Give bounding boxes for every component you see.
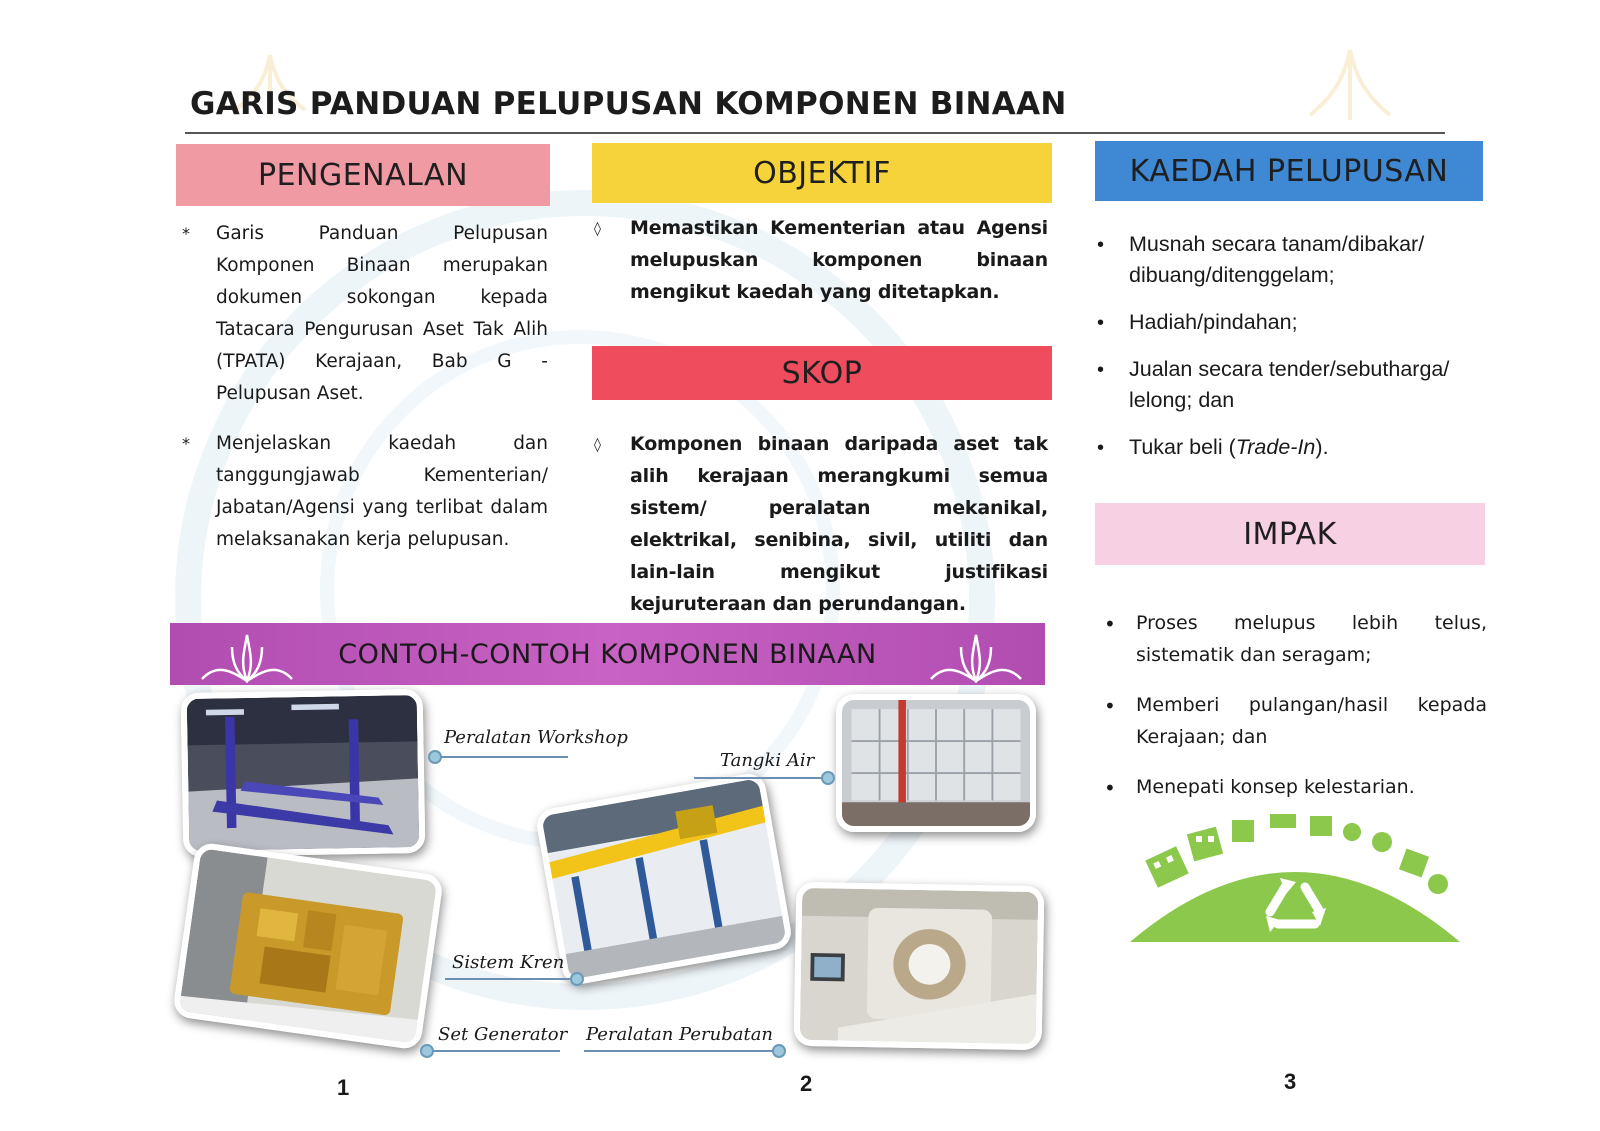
page-number-1: 1	[337, 1075, 350, 1100]
pengenalan-item-text: Garis Panduan Pelupusan Komponen Binaan merupakan dokumen sokongan kepada Tatacara Pengurusan Aset Tak Alih (TPATA) Kerajaan, Bab G - Pelupusan Aset.	[216, 223, 548, 404]
caption-line	[440, 756, 568, 758]
pengenalan-item-2	[182, 428, 548, 556]
objektif-item	[594, 212, 1048, 308]
skop-header: SKOP	[592, 346, 1052, 400]
asterisk-bullet-icon: *	[182, 224, 190, 243]
skop-item	[594, 428, 1048, 620]
caption-sistem-kren: Sistem Kren	[452, 952, 565, 973]
dot-bullet-icon: •	[1097, 359, 1105, 381]
caption-dot-icon	[428, 750, 442, 764]
dot-bullet-icon: •	[1104, 694, 1116, 718]
ornament-top-right-icon	[1290, 45, 1410, 125]
page-title: GARIS PANDUAN PELUPUSAN KOMPONEN BINAAN	[190, 86, 1067, 122]
impak-item: • Memberi pulangan/hasil kepada Kerajaan; dan	[1102, 689, 1487, 753]
objektif-header: OBJEKTIF	[592, 143, 1052, 203]
dot-bullet-icon: •	[1097, 312, 1105, 334]
caption-tangki-air: Tangki Air	[720, 750, 815, 771]
skop-item-text: Komponen binaan daripada aset tak alih kerajaan merangkumi semua sistem/ peralatan mekanikal, elektrikal, senibina, sivil, utiliti dan lain-lain mengikut justifikasi kejuruteraan dan perundangan.	[630, 433, 1048, 615]
dot-bullet-icon: •	[1097, 437, 1105, 459]
title-divider	[185, 132, 1445, 134]
caption-peralatan-workshop: Peralatan Workshop	[444, 727, 628, 748]
caption-line	[430, 1050, 560, 1052]
ornament-left-icon	[192, 633, 302, 683]
photo-tangki-air	[836, 694, 1036, 832]
diamond-bullet-icon: ◊	[594, 437, 601, 453]
impak-header: IMPAK	[1095, 503, 1485, 565]
caption-dot-icon	[420, 1044, 434, 1058]
impak-item: • Menepati konsep kelestarian.	[1102, 771, 1487, 803]
dot-bullet-icon: •	[1104, 612, 1116, 636]
photo-peralatan-perubatan	[794, 882, 1045, 1050]
caption-dot-icon	[772, 1044, 786, 1058]
photo-set-generator	[172, 841, 444, 1050]
pengenalan-header: PENGENALAN	[176, 144, 550, 206]
page-number-2: 2	[800, 1071, 813, 1096]
caption-dot-icon	[821, 771, 835, 785]
ornament-right-icon	[921, 633, 1031, 683]
caption-set-generator: Set Generator	[438, 1024, 568, 1045]
contoh-heading-text: CONTOH-CONTOH KOMPONEN BINAAN	[338, 638, 877, 670]
contoh-komponen-header	[170, 623, 1045, 685]
kaedah-item: • Hadiah/pindahan;	[1095, 307, 1490, 338]
kaedah-list	[1095, 229, 1490, 479]
impak-item: • Proses melupus lebih telus, sistematik dan seragam;	[1102, 607, 1487, 671]
objektif-item-text: Memastikan Kementerian atau Agensi melupuskan komponen binaan mengikut kaedah yang ditetapkan.	[630, 217, 1048, 303]
pengenalan-item-text: Menjelaskan kaedah dan tanggungjawab Kementerian/ Jabatan/Agensi yang terlibat dalam melaksanakan kerja pelupusan.	[216, 433, 548, 550]
impak-list	[1102, 607, 1487, 821]
kaedah-item: • Musnah secara tanam/dibakar/ dibuang/ditenggelam;	[1097, 232, 1425, 287]
caption-line	[694, 777, 824, 779]
dot-bullet-icon: •	[1104, 776, 1116, 800]
caption-peralatan-perubatan: Peralatan Perubatan	[586, 1024, 774, 1045]
kaedah-item: • Tukar beli (Trade-In).	[1095, 432, 1490, 463]
caption-dot-icon	[570, 972, 584, 986]
photo-peralatan-workshop	[181, 689, 426, 857]
kaedah-pelupusan-header: KAEDAH PELUPUSAN	[1095, 141, 1483, 201]
kaedah-item: • Jualan secara tender/sebutharga/ lelong; dan	[1097, 357, 1450, 412]
dot-bullet-icon: •	[1097, 234, 1105, 256]
caption-line	[584, 1050, 774, 1052]
caption-line	[445, 978, 575, 980]
asterisk-bullet-icon: *	[182, 434, 190, 453]
diamond-bullet-icon: ◊	[594, 221, 601, 237]
eco-recycle-illustration-icon	[1120, 812, 1470, 952]
pengenalan-item-1	[182, 218, 548, 410]
page-number-3: 3	[1284, 1069, 1297, 1094]
